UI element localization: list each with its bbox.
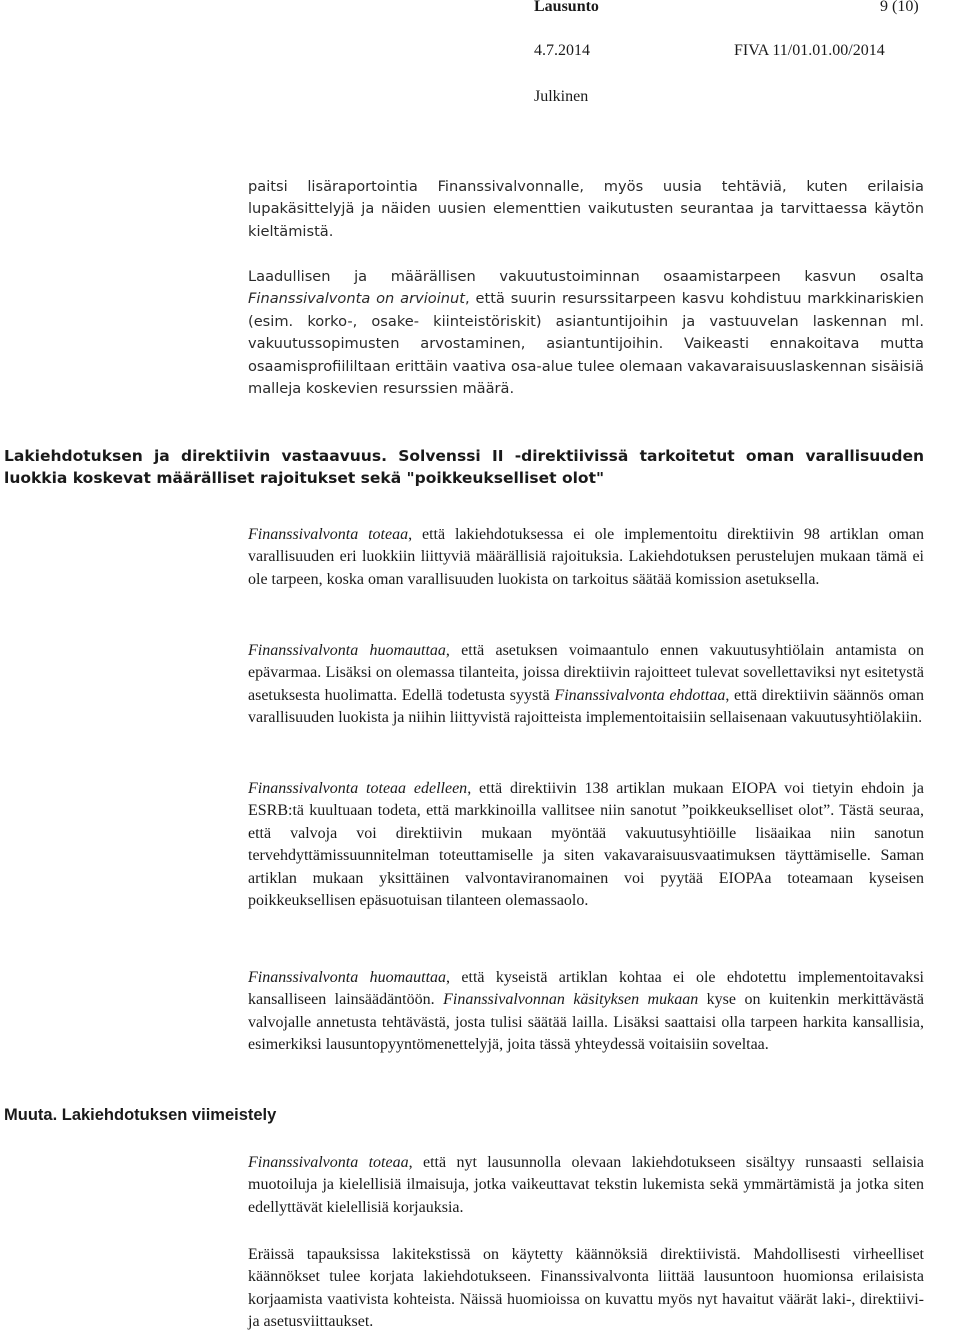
section-paragraph-3-emphasis: Finanssivalvonta toteaa edelleen — [248, 780, 468, 797]
intro-paragraph-2-text-a: Laadullisen ja määrällisen vakuutustoiminnan osaamistarpeen kasvun osalta — [248, 268, 924, 285]
section-paragraph-2-emphasis-a: Finanssivalvonta huomauttaa — [248, 642, 446, 659]
section-paragraph-3-text: , että direktiivin 138 artiklan mukaan EIOPA voi tietyin ehdoin ja ESRB:tä kuultuaan todeta, että markkinoilla vallitsee niin sanotut ”poikkeukselliset olot”. Tästä seuraa, että valvoja voi direktiivin mukaan myöntää vakuutusyhtiöille lisäaikaa niin sanotun tervehdyttämissuunnitelman toteuttamiselle ja siten vakavaraisuusvaatimuksen täyttämiselle. Saman artiklan mukaan yksittäinen valvontaviranomainen voi pyytää EIOPAa toteamaan kyseisen poikkeuksellisen epäsuotuisan tilanteen olemassaolo. — [248, 780, 925, 910]
section-paragraph-1-text: , että lakiehdotuksessa ei ole implementoitu direktiivin 98 artiklan oman varallisuuden eri luokkiin liittyviä määrällisiä rajoituksia. Lakiehdotuksen perustelujen mukaan tämä ei ole tarpeen, koska oman varallisuuden luokista on tarkoitus säätää komission asetuksella. — [248, 526, 925, 588]
section-paragraph-2-emphasis-c: Finanssivalvonta ehdottaa — [554, 686, 726, 704]
document-reference: FIVA 11/01.01.00/2014 — [734, 42, 885, 59]
section-heading-rest: Solvenssi II -direktiivissä tarkoitetut oman varallisuuden luokkia koskevat määrälliset rajoitukset sekä "poikkeukselliset olot" — [4, 447, 924, 487]
section-paragraph-3 — [248, 778, 924, 912]
section-paragraph-1 — [248, 524, 924, 591]
other-paragraph-1-emphasis: Finanssivalvonta toteaa — [248, 1154, 409, 1171]
section-paragraph-4-text-d: kyse on kuitenkin merkittävästä valvojalle annetusta tehtävästä, josta tulisi säätää lailla. Lisäksi saattaisi olla tarpeen harkita kansallisia, esimerkiksi lausuntopyyntömenettelyjä, joita tässä yhteydessä voitaisiin soveltaa. — [248, 991, 925, 1054]
section-heading-lead: Lakiehdotuksen ja direktiivin vastaavuus. — [4, 447, 399, 465]
section-paragraph-2-text-b: , että asetuksen voimaantulo ennen vakuutusyhtiölain antamista on epävarmaa. Lisäksi on olemassa tilanteita, joissa direktiivin rajoitteet tulevat sovellettaviksi nyt esitetystä asetuksesta huolimatta. Edellä todetusta syystä — [248, 642, 925, 704]
section-paragraph-4 — [248, 967, 924, 1057]
page-number: 9 (10) — [880, 0, 919, 15]
other-paragraph-1 — [248, 1152, 924, 1219]
other-heading: Muuta. Lakiehdotuksen viimeistely — [4, 1106, 277, 1124]
other-paragraph-2 — [248, 1244, 924, 1334]
section-paragraph-4-text-b: , että kyseistä artiklan kohtaa ei ole ehdotettu implementoitavaksi kansalliseen lainsäädäntöön. — [248, 969, 925, 1009]
document-type: Lausunto — [534, 0, 599, 15]
intro-paragraph-1 — [248, 176, 924, 243]
section-heading — [4, 445, 924, 489]
intro-paragraph-1-text: paitsi lisäraportointia Finanssivalvonnalle, myös uusia tehtäviä, kuten erilaisia lupakäsittelyjä ja näiden uusien elementtien vaikutusten seurantaa ja tarvittaessa käytön kieltämistä. — [248, 178, 924, 240]
document-date: 4.7.2014 — [534, 42, 590, 59]
section-paragraph-2 — [248, 640, 924, 730]
intro-paragraph-2-emphasis: Finanssivalvonta on arvioinut — [248, 290, 465, 308]
document-classification: Julkinen — [534, 88, 589, 105]
section-paragraph-4-emphasis-a: Finanssivalvonta huomauttaa — [248, 969, 447, 986]
section-paragraph-4-emphasis-c: Finanssivalvonnan käsityksen mukaan — [443, 991, 699, 1009]
intro-paragraph-2 — [248, 266, 924, 400]
other-paragraph-1-text: , että nyt lausunnolla olevaan lakiehdotukseen sisältyy runsaasti sellaisia muotoiluja ja kielellisiä ilmaisuja, jotka vaikeuttavat tekstin lukemista sekä ymmärtämistä ja jotka siten edellyttävät kielellisiä korjauksia. — [248, 1154, 925, 1216]
intro-paragraph-2-text-c: , että suurin resurssitarpeen kasvu kohdistuu markkinariskien (esim. korko-, osake- kiinteistöriskit) asiantuntijoihin ja vastuuvelan laskennan ml. vakuutussopimusten arvostaminen, asiantuntijoihin. Vaikeasti ennakoitava mutta osaamisprofiililtaan erittäin vaativa osa-alue tulee olemaan vakavaraisuuslaskennan sisäisiä malleja koskevien resurssien määrä. — [248, 290, 925, 398]
other-paragraph-2-text: Eräissä tapauksissa lakitekstissä on käytetty käännöksiä direktiivistä. Mahdollisesti virheelliset käännökset tulee korjata lakiehdotukseen. Finanssivalvonta liittää lausuntoon huomionsa erilaisista korjaamista vaativista kohteista. Näissä huomioissa on kuvattu myös nyt havaitut väärät laki-, direktiivi- ja asetusviittaukset. — [248, 1246, 924, 1331]
section-paragraph-2-text-d: , että direktiivin säännös oman varallisuuden luokista ja niihin liittyvistä rajoitteista implementoitaisiin sellaisenaan vakuutusyhtiölakiin. — [248, 686, 924, 727]
section-paragraph-1-emphasis: Finanssivalvonta toteaa — [248, 526, 409, 543]
